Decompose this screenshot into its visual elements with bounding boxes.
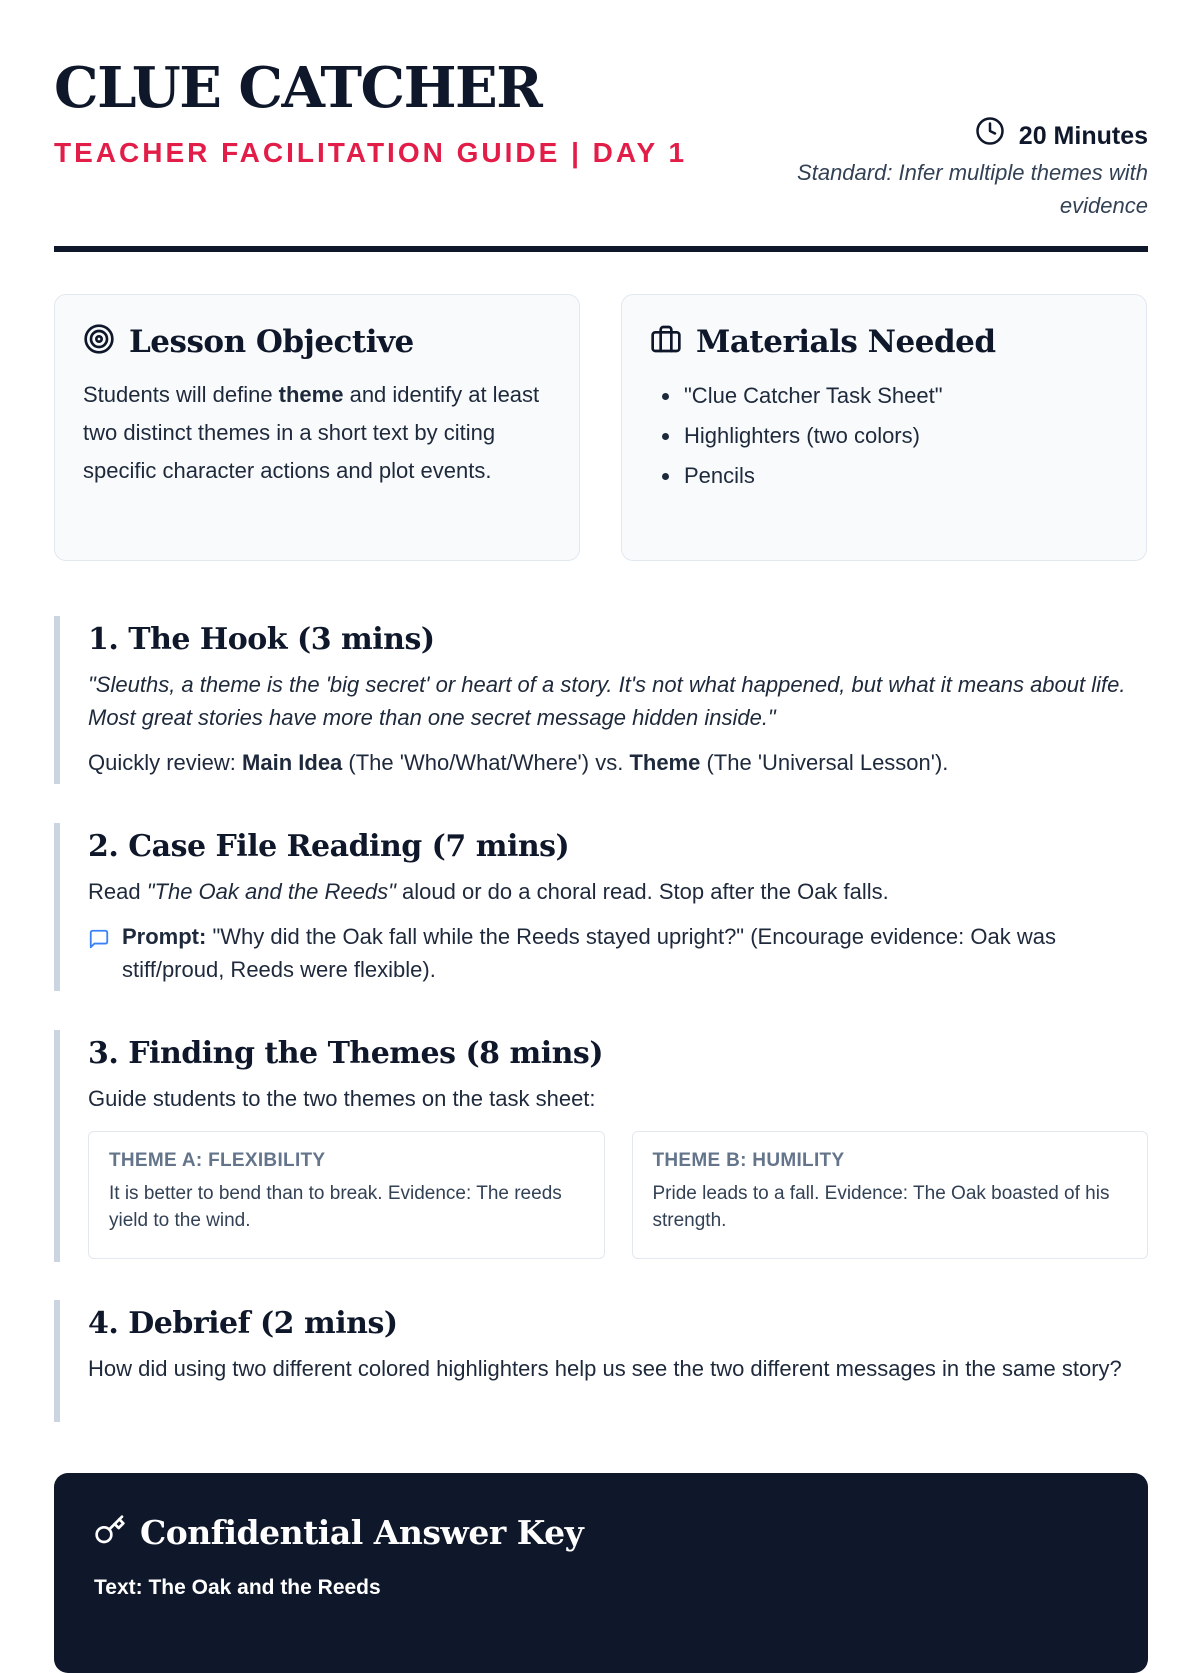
duration xyxy=(728,116,1148,156)
standard-text: Standard: Infer multiple themes with evidence xyxy=(797,160,1148,218)
theme-text: It is better to bend than to break. Evidence: The reeds yield to the wind. xyxy=(109,1183,562,1231)
chat-bubble-icon xyxy=(88,920,110,986)
answer-key-title: Confidential Answer Key xyxy=(140,1513,584,1552)
prompt-row xyxy=(88,920,1148,986)
header-divider xyxy=(54,246,1148,252)
story-title: "The Oak and the Reeds" xyxy=(146,879,396,904)
objective-title: Lesson Objective xyxy=(129,323,414,360)
prompt-text: Prompt: "Why did the Oak fall while the Reeds stayed upright?" (Encourage evidence: Oak was stiff/proud, Reeds were flexible). xyxy=(122,924,1056,982)
materials-list xyxy=(650,376,1118,496)
key-icon xyxy=(94,1514,126,1551)
debrief-text: How did using two different colored highlighters help us see the two different messages in the same story? xyxy=(88,1356,1122,1381)
step-title: 3. Finding the Themes (8 mins) xyxy=(88,1036,604,1071)
page-title: CLUE CATCHER xyxy=(54,55,542,121)
themes-intro: Guide students to the two themes on the task sheet: xyxy=(88,1086,596,1111)
theme-card-flexibility xyxy=(88,1131,605,1259)
themes-grid xyxy=(88,1131,1148,1259)
step-title: 1. The Hook (3 mins) xyxy=(88,622,435,657)
theme-text: Pride leads to a fall. Evidence: The Oak boasted of his strength. xyxy=(652,1183,1110,1231)
theme-label: THEME A: FLEXIBILITY xyxy=(109,1150,326,1171)
list-item: • Pencils xyxy=(682,456,1118,496)
clock-icon xyxy=(975,116,1005,156)
step-hook xyxy=(54,616,1148,784)
answer-key-text: Text: The Oak and the Reeds xyxy=(94,1576,381,1599)
lesson-objective-card xyxy=(54,294,580,561)
step-case-file-reading xyxy=(54,823,1148,991)
step-title: 2. Case File Reading (7 mins) xyxy=(88,829,570,864)
review-text: Quickly review: Main Idea (The 'Who/What/Where') vs. Theme (The 'Universal Lesson'). xyxy=(88,750,949,775)
answer-key-panel xyxy=(54,1473,1148,1673)
objective-text: Students will define theme and identify at least two distinct themes in a short text by citing specific character actions and plot events. xyxy=(83,382,540,483)
page-subtitle: TEACHER FACILITATION GUIDE | DAY 1 xyxy=(54,137,688,168)
theme-card-humility xyxy=(632,1131,1149,1259)
step-title: 4. Debrief (2 mins) xyxy=(88,1306,398,1341)
read-instruction: Read "The Oak and the Reeds" aloud or do a choral read. Stop after the Oak falls. xyxy=(88,879,889,904)
step-debrief xyxy=(54,1300,1148,1422)
list-item: • "Clue Catcher Task Sheet" xyxy=(682,376,1118,416)
materials-title: Materials Needed xyxy=(696,323,996,360)
list-item: • Highlighters (two colors) xyxy=(682,416,1118,456)
duration-text: 20 Minutes xyxy=(1018,122,1148,150)
target-icon xyxy=(83,323,115,360)
lesson-meta xyxy=(728,116,1148,222)
step-finding-themes xyxy=(54,1030,1148,1262)
briefcase-icon xyxy=(650,323,682,360)
theme-label: THEME B: HUMILITY xyxy=(652,1150,845,1171)
hook-quote: "Sleuths, a theme is the 'big secret' or heart of a story. It's not what happened, but what it means about life. Most great stories have more than one secret message hidden inside." xyxy=(88,672,1126,730)
objective-keyword: theme xyxy=(278,382,344,407)
materials-card xyxy=(621,294,1147,561)
